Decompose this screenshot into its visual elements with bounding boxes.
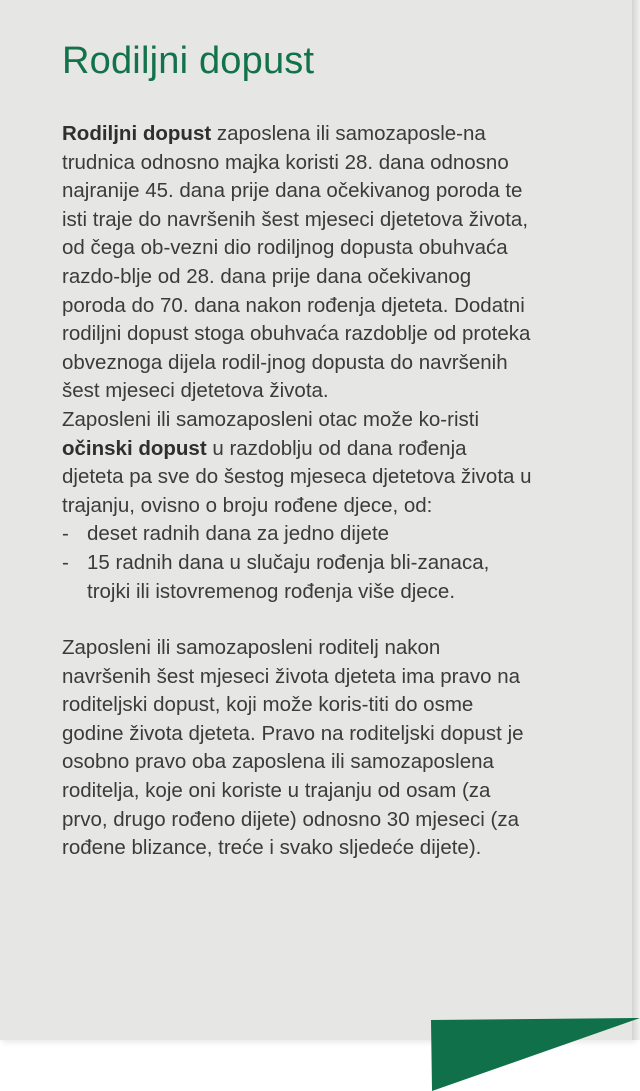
list-item-text: 15 radnih dana u slučaju rođenja bli-zanaca, trojki ili istovremenog rođenja više djece. (87, 550, 490, 603)
list-item (62, 520, 532, 549)
paternity-leave-intro: Zaposleni ili samozaposleni otac može ko-risti (62, 407, 480, 431)
paternity-leave-text: u razdoblju od dana rođenja djeteta pa sve do šestog mjeseca djetetova života u trajanju, ovisno o broju rođene djece, od: (62, 436, 532, 517)
maternity-leave-text: zaposlena ili samozaposle-na trudnica odnosno majka koristi 28. dana odnosno najranije 45. dana prije dana očekivanog poroda te isti traje do navršenih šest mjeseci djetetova života, od čega ob-vezni dio rodiljnog dopusta obuhvaća razdo-blje od 28. dana prije dana očekivanog poroda do 70. dana nakon rođenja djeteta. Dodatni rodiljni dopust stoga obuhvaća razdoblje od proteka obveznoga dijela rodil-jnog dopusta do navršenih šest mjeseci djetetova života. (62, 122, 531, 403)
paternity-leave-list (62, 520, 532, 606)
term-maternity-leave: Rodiljni dopust (62, 122, 212, 145)
paragraph-paternity-leave (62, 406, 532, 520)
term-paternity-leave: očinski dopust (62, 436, 207, 460)
paragraph-spacer (62, 606, 532, 634)
list-item-text: deset radnih dana za jedno dijete (87, 522, 390, 546)
page-curl-edge (632, 0, 640, 1040)
page-title: Rodiljni dopust (62, 40, 315, 82)
body-text (62, 120, 532, 863)
list-dash: - (62, 550, 69, 574)
list-item (62, 549, 532, 606)
paragraph-parental-leave: Zaposleni ili samozaposleni roditelj nakon navršenih šest mjeseci života djeteta ima pravo na roditeljski dopust, koji može koris-titi do osme godine života djeteta. Pravo na roditeljski dopust je osobno pravo oba zaposlena ili samozaposlena roditelja, koje oni koriste u trajanju od osam (za prvo, drugo rođeno dijete) odnosno 30 mjeseci (za rođene blizance, treće i svako sljedeće dijete). (62, 636, 524, 860)
paragraph-maternity-leave (62, 120, 532, 406)
list-dash: - (62, 522, 69, 546)
